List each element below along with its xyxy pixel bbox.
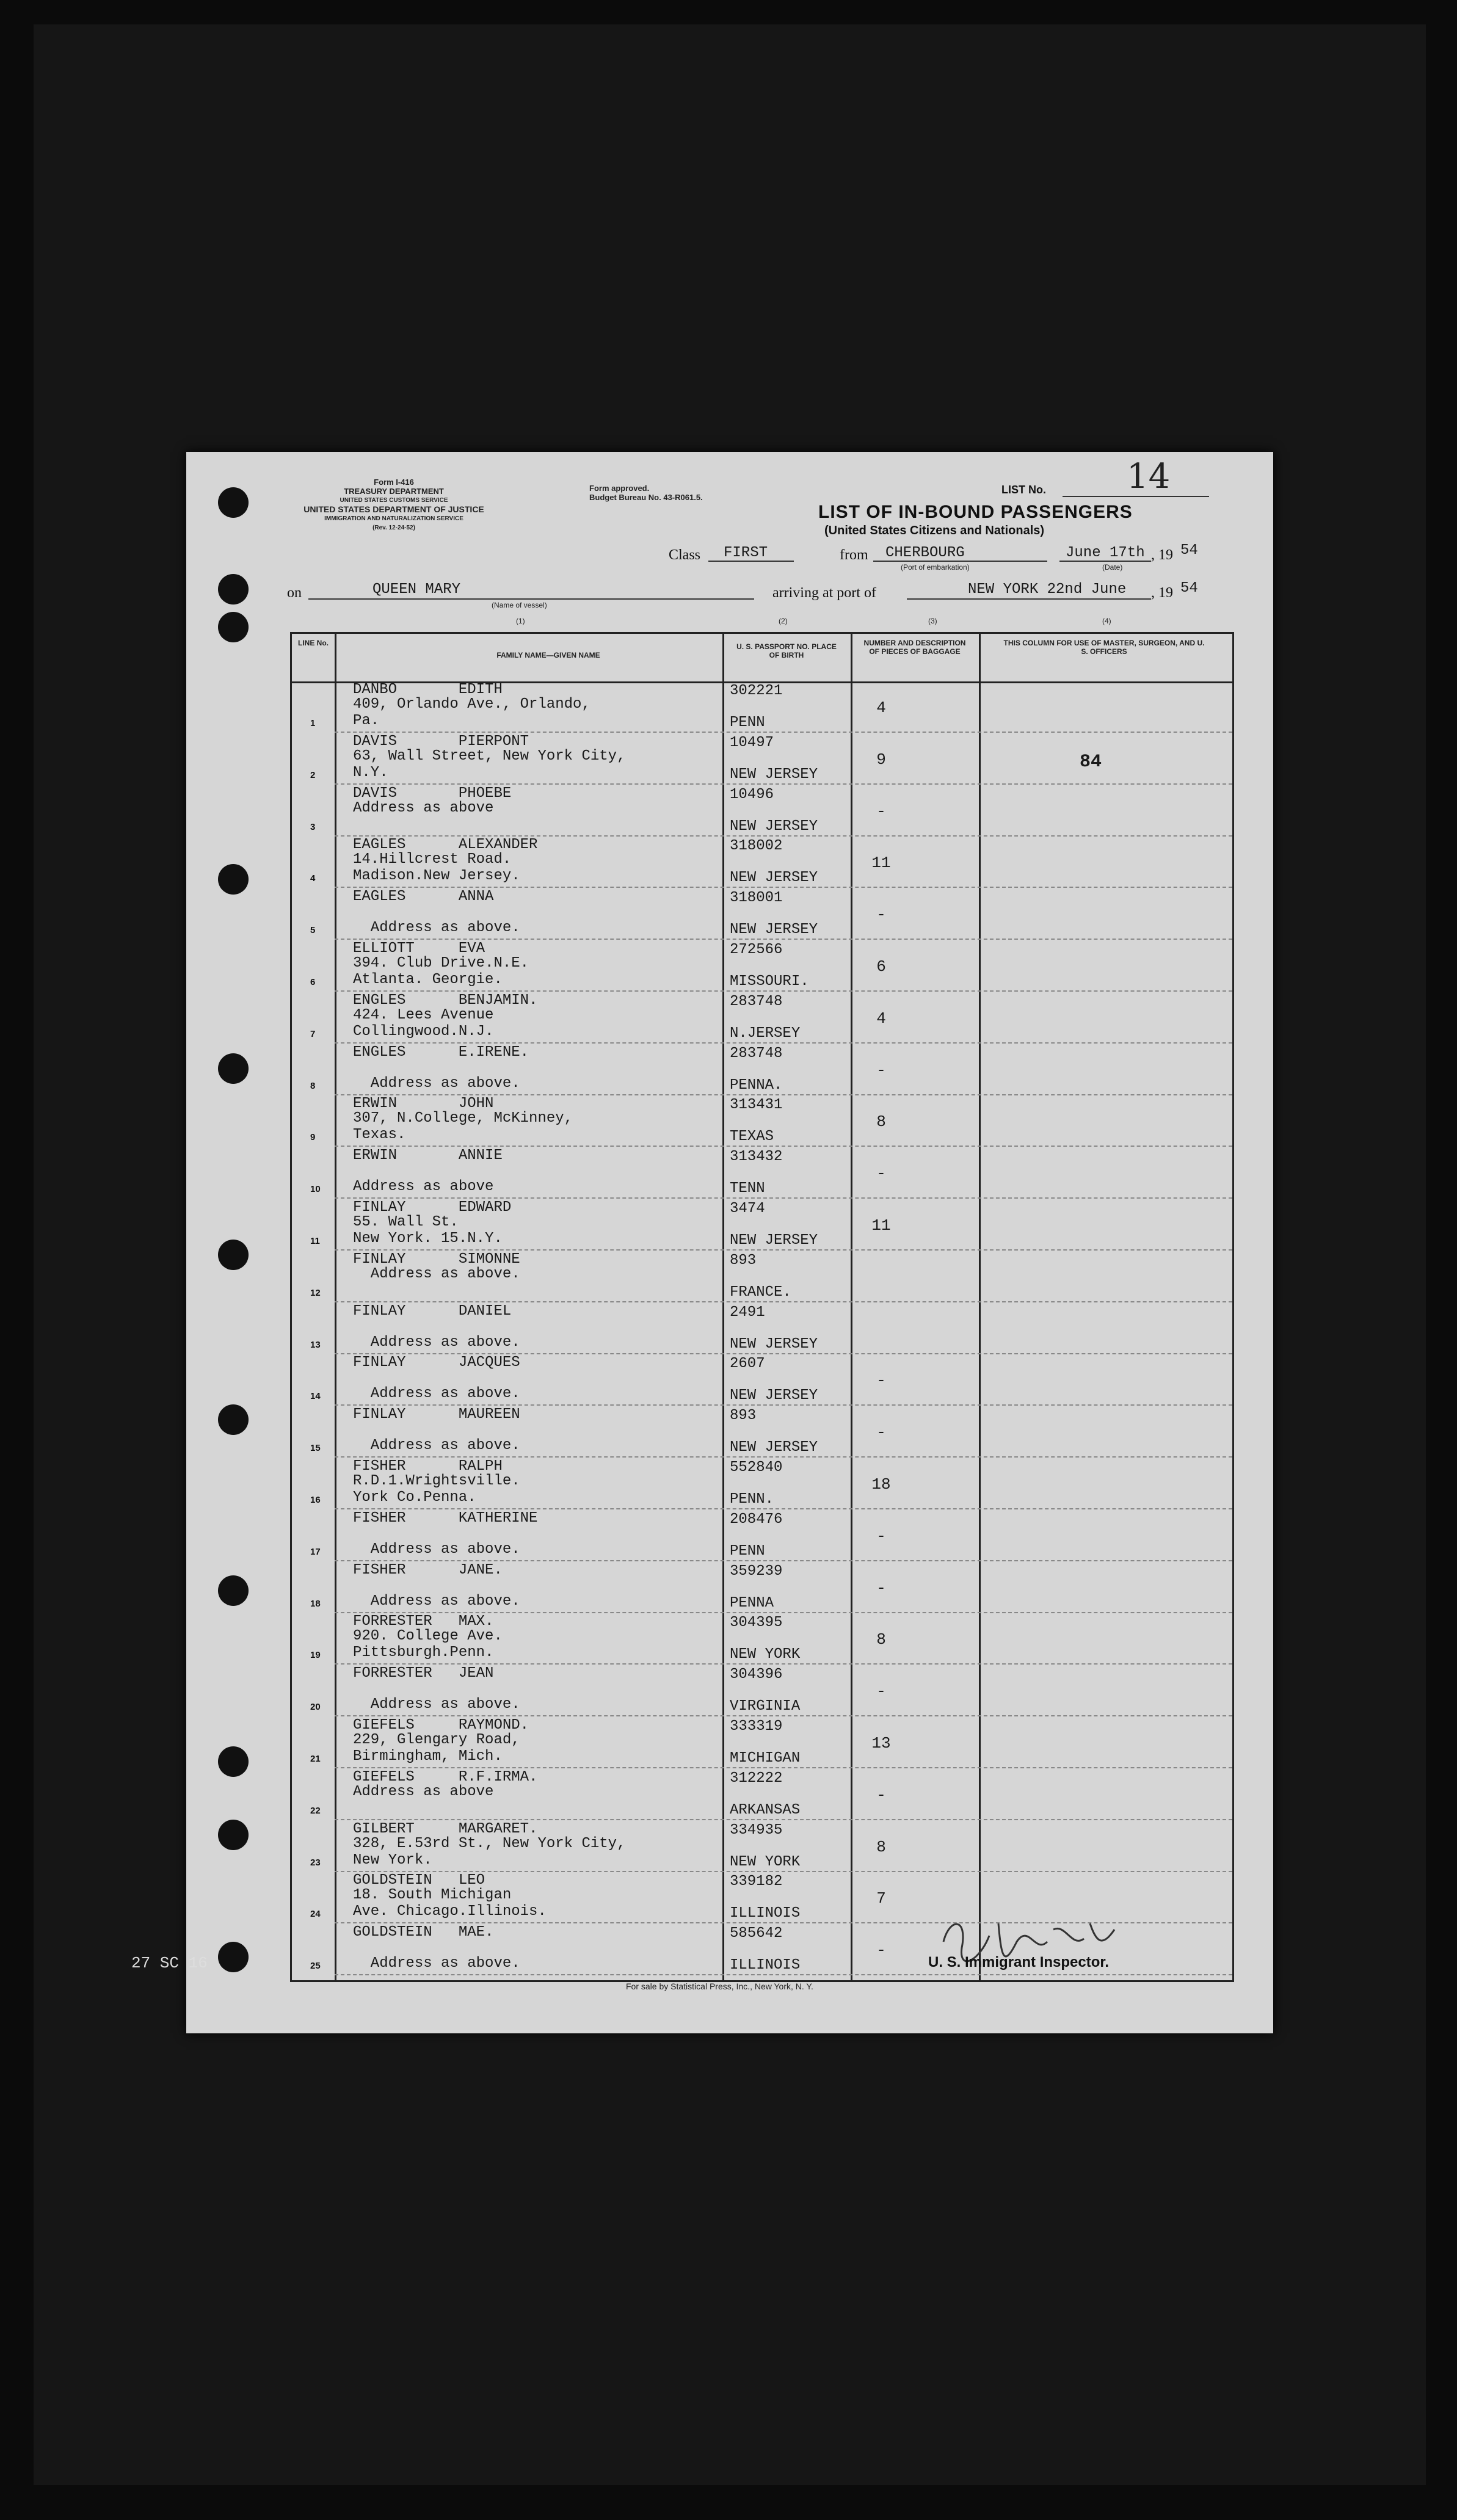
year-prefix: , 19	[1151, 547, 1173, 563]
manifest-subtitle: (United States Citizens and Nationals)	[824, 524, 1045, 537]
table-row	[292, 890, 1232, 940]
table-row	[292, 1459, 1232, 1509]
passenger-name: ENGLES BENJAMIN.	[353, 992, 538, 1009]
place-of-birth: N.JERSEY	[730, 1025, 801, 1042]
list-no-value: 14	[1127, 457, 1171, 496]
baggage-count: -	[876, 1164, 886, 1183]
baggage-count: 8	[876, 1837, 886, 1856]
row-line-number: 18	[310, 1598, 321, 1609]
punch-hole	[218, 1942, 249, 1972]
col-header-baggage: NUMBER AND DESCRIPTION OF PIECES OF BAGGAGE	[863, 639, 966, 656]
passenger-address: Address as above.	[353, 1265, 520, 1282]
row-divider	[335, 1871, 1232, 1872]
passenger-address: Address as above	[353, 1783, 494, 1800]
passport-number: 312222	[730, 1770, 783, 1787]
row-divider	[335, 990, 1232, 992]
place-of-birth: MICHIGAN	[730, 1750, 801, 1767]
ins-service: IMMIGRATION AND NATURALIZATION SERVICE	[324, 515, 463, 522]
place-of-birth: NEW JERSEY	[730, 818, 818, 835]
passenger-address: Address as above.	[370, 1385, 520, 1403]
inspector-label: U. S. Immigrant Inspector.	[928, 1954, 1110, 1970]
passport-number: 272566	[730, 942, 783, 958]
list-no-label: LIST No.	[1001, 484, 1046, 496]
row-divider	[335, 1767, 1232, 1768]
table-row	[292, 1511, 1232, 1561]
table-row	[292, 838, 1232, 888]
passenger-name: ERWIN ANNIE	[353, 1147, 503, 1164]
passenger-address: Address as above.	[370, 1696, 520, 1713]
justice-dept: UNITED STATES DEPARTMENT OF JUSTICE	[303, 504, 484, 514]
baggage-count: -	[876, 1578, 886, 1597]
baggage-count: -	[876, 1941, 886, 1960]
baggage-count: -	[876, 1061, 886, 1080]
baggage-count: -	[876, 1785, 886, 1804]
row-line-number: 8	[310, 1080, 316, 1091]
date-caption: (Date)	[1102, 563, 1123, 572]
col-num-3: (3)	[928, 617, 937, 625]
row-divider	[335, 1353, 1232, 1354]
passenger-name: ELLIOTT EVA	[353, 940, 485, 957]
arrival-year: 54	[1180, 580, 1198, 597]
punch-hole	[218, 864, 249, 895]
baggage-count: -	[876, 802, 886, 821]
table-row	[292, 993, 1232, 1044]
place-of-birth: NEW JERSEY	[730, 921, 818, 939]
row-divider	[335, 732, 1232, 733]
passport-number: 302221	[730, 683, 783, 699]
passenger-address: 394. Club Drive.N.E. Atlanta. Georgie.	[353, 955, 529, 988]
table-row	[292, 1614, 1232, 1665]
passport-number: 283748	[730, 1045, 783, 1062]
arriving-label: arriving at port of	[772, 585, 876, 601]
table-row	[292, 1770, 1232, 1820]
passenger-address: 920. College Ave. Pittsburgh.Penn.	[353, 1628, 503, 1661]
passenger-address: Address as above	[353, 1178, 494, 1196]
passport-number: 10497	[730, 734, 774, 751]
punch-hole	[218, 487, 249, 518]
place-of-birth: PENNA	[730, 1594, 774, 1611]
passport-number: 313431	[730, 1097, 783, 1114]
passenger-address: Address as above.	[370, 1955, 520, 1972]
passport-number: 552840	[730, 1459, 783, 1476]
row-line-number: 15	[310, 1443, 321, 1454]
passenger-address: 55. Wall St. New York. 15.N.Y.	[353, 1214, 503, 1247]
class-value: FIRST	[724, 545, 768, 561]
baggage-count: 13	[871, 1734, 891, 1752]
table-row	[292, 1045, 1232, 1095]
col-header-line-no: LINE No.	[298, 639, 329, 647]
passenger-address: 229, Glengary Road, Birmingham, Mich.	[353, 1732, 520, 1765]
row-divider	[335, 1663, 1232, 1665]
row-divider	[335, 939, 1232, 940]
row-divider	[335, 783, 1232, 785]
row-divider	[335, 1715, 1232, 1716]
row-line-number: 6	[310, 977, 316, 987]
baggage-count: 11	[871, 854, 891, 873]
inspector-signature	[931, 1905, 1127, 1984]
passenger-address: 18. South Michigan Ave. Chicago.Illinois.	[353, 1887, 547, 1920]
col-num-4: (4)	[1102, 617, 1111, 625]
place-of-birth: ILLINOIS	[730, 1905, 801, 1922]
passenger-address: 328, E.53rd St., New York City, New York.	[353, 1835, 626, 1868]
row-divider	[335, 1301, 1232, 1302]
table-row	[292, 735, 1232, 785]
class-label: Class	[669, 547, 701, 563]
col-header-name: FAMILY NAME—GIVEN NAME	[496, 651, 600, 659]
baggage-count: 11	[871, 1216, 891, 1235]
vessel-value: QUEEN MARY	[372, 581, 461, 598]
port-caption: (Port of embarkation)	[901, 563, 970, 572]
table-row	[292, 786, 1232, 837]
arrival-year-prefix: , 19	[1151, 585, 1173, 601]
place-of-birth: PENNA.	[730, 1077, 783, 1094]
passenger-name: FORRESTER MAX.	[353, 1613, 494, 1630]
passport-number: 318001	[730, 890, 783, 907]
row-line-number: 2	[310, 769, 316, 780]
punch-hole	[218, 1240, 249, 1270]
table-row	[292, 1252, 1232, 1302]
table-row	[292, 1407, 1232, 1458]
place-of-birth: NEW JERSEY	[730, 870, 818, 887]
place-of-birth: VIRGINIA	[730, 1698, 801, 1715]
table-row	[292, 1200, 1232, 1251]
passenger-address: Address as above.	[370, 920, 520, 937]
form-approved: Form approved.	[589, 484, 650, 493]
passenger-address: Address as above.	[370, 1334, 520, 1351]
row-line-number: 14	[310, 1391, 321, 1402]
place-of-birth: ILLINOIS	[730, 1957, 801, 1974]
date-value: June 17th	[1066, 545, 1145, 561]
passenger-name: FORRESTER JEAN	[353, 1665, 494, 1682]
passenger-address: Address as above.	[370, 1592, 520, 1610]
table-row	[292, 1097, 1232, 1147]
row-line-number: 10	[310, 1184, 321, 1195]
row-divider	[335, 1404, 1232, 1406]
passenger-address: Address as above.	[370, 1437, 520, 1454]
place-of-birth: TEXAS	[730, 1128, 774, 1146]
baggage-count: -	[876, 1527, 886, 1545]
passport-number: 10496	[730, 786, 774, 803]
row-line-number: 13	[310, 1339, 321, 1350]
passenger-address: 424. Lees Avenue Collingwood.N.J.	[353, 1006, 494, 1040]
punch-hole	[218, 1575, 249, 1606]
passenger-address: 307, N.College, McKinney, Texas.	[353, 1110, 573, 1144]
passenger-name: FISHER RALPH	[353, 1458, 503, 1475]
place-of-birth: NEW YORK	[730, 1646, 801, 1663]
punch-hole	[218, 1746, 249, 1777]
punch-hole	[218, 1404, 249, 1435]
place-of-birth: NEW JERSEY	[730, 1232, 818, 1249]
row-divider	[335, 1249, 1232, 1251]
baggage-count: -	[876, 906, 886, 924]
row-divider	[335, 1197, 1232, 1199]
row-divider	[335, 835, 1232, 837]
passenger-name: ERWIN JOHN	[353, 1095, 494, 1113]
place-of-birth: PENN	[730, 1542, 765, 1560]
place-of-birth: FRANCE.	[730, 1284, 791, 1301]
passport-number: 318002	[730, 838, 783, 855]
passenger-manifest-sheet	[186, 452, 1273, 2033]
passenger-address: 63, Wall Street, New York City, N.Y.	[353, 747, 626, 781]
passenger-name: FISHER JANE.	[353, 1561, 503, 1578]
passenger-name: EAGLES ALEXANDER	[353, 837, 538, 854]
baggage-count: -	[876, 1423, 886, 1442]
passenger-name: DAVIS PHOEBE	[353, 785, 512, 802]
table-row	[292, 1304, 1232, 1354]
form-number: Form I-416	[374, 477, 414, 487]
row-line-number: 9	[310, 1132, 316, 1143]
row-divider	[335, 1819, 1232, 1820]
row-line-number: 20	[310, 1702, 321, 1713]
punch-hole	[218, 1820, 249, 1850]
form-revision: (Rev. 12-24-52)	[372, 525, 415, 531]
row-line-number: 3	[310, 821, 316, 832]
row-line-number: 16	[310, 1495, 321, 1505]
passenger-address: Address as above.	[370, 1075, 520, 1092]
passenger-name: FINLAY MAUREEN	[353, 1406, 520, 1423]
baggage-count: 9	[876, 750, 886, 769]
passenger-address: Address as above	[353, 799, 494, 816]
place-of-birth: ARKANSAS	[730, 1801, 801, 1818]
passenger-name: FINLAY EDWARD	[353, 1199, 512, 1216]
passenger-name: FINLAY SIMONNE	[353, 1251, 520, 1268]
passenger-name: FINLAY DANIEL	[353, 1302, 512, 1320]
baggage-count: 8	[876, 1113, 886, 1131]
passenger-name: DAVIS PIERPONT	[353, 733, 529, 750]
table-row	[292, 1149, 1232, 1199]
table-row	[292, 1718, 1232, 1768]
row-line-number: 4	[310, 873, 316, 884]
passenger-name: DANBO EDITH	[353, 681, 503, 698]
form-agency-block	[284, 477, 504, 532]
manifest-title: LIST OF IN-BOUND PASSENGERS	[818, 502, 1133, 522]
row-divider	[335, 1146, 1232, 1147]
place-of-birth: PENN	[730, 714, 765, 731]
passenger-name: ENGLES E.IRENE.	[353, 1044, 529, 1061]
passport-number: 585642	[730, 1925, 783, 1942]
baggage-count: 8	[876, 1630, 886, 1649]
passenger-address: R.D.1.Wrightsville. York Co.Penna.	[353, 1473, 520, 1506]
baggage-count: -	[876, 1682, 886, 1701]
col-header-officers: THIS COLUMN FOR USE OF MASTER, SURGEON, AND U. S. OFFICERS	[1003, 639, 1205, 656]
punch-hole	[218, 574, 249, 605]
row-line-number: 5	[310, 925, 316, 936]
row-line-number: 19	[310, 1650, 321, 1661]
passport-number: 893	[730, 1407, 757, 1425]
row-divider	[335, 1560, 1232, 1561]
baggage-count: -	[876, 1371, 886, 1390]
row-divider	[335, 1456, 1232, 1458]
place-of-birth: MISSOURI.	[730, 973, 809, 990]
passport-number: 304396	[730, 1666, 783, 1683]
passport-number: 3474	[730, 1200, 765, 1217]
passenger-name: GOLDSTEIN LEO	[353, 1872, 485, 1889]
col-num-2: (2)	[779, 617, 788, 625]
baggage-count: 6	[876, 957, 886, 976]
row-divider	[335, 887, 1232, 888]
on-label: on	[287, 585, 302, 601]
passenger-address: Address as above.	[370, 1541, 520, 1558]
row-line-number: 17	[310, 1546, 321, 1557]
arrival-line	[907, 598, 1151, 600]
customs-service: UNITED STATES CUSTOMS SERVICE	[340, 497, 448, 504]
baggage-count: 18	[871, 1475, 891, 1494]
col-header-passport: U. S. PASSPORT NO. PLACE OF BIRTH	[736, 642, 837, 659]
table-row	[292, 1563, 1232, 1613]
place-of-birth: NEW JERSEY	[730, 1387, 818, 1404]
passenger-name: FISHER KATHERINE	[353, 1509, 538, 1527]
baggage-count: 7	[876, 1889, 886, 1908]
vessel-col-num: (1)	[516, 617, 525, 625]
row-line-number: 25	[310, 1961, 321, 1972]
passport-number: 333319	[730, 1718, 783, 1735]
passport-number: 208476	[730, 1511, 783, 1528]
row-divider	[335, 1042, 1232, 1044]
row-line-number: 1	[310, 718, 316, 728]
place-of-birth: PENN.	[730, 1491, 774, 1508]
manifest-table	[290, 632, 1234, 1982]
passenger-name: FINLAY JACQUES	[353, 1354, 520, 1371]
table-row	[292, 1666, 1232, 1716]
row-line-number: 21	[310, 1754, 321, 1764]
passport-number: 2607	[730, 1356, 765, 1373]
film-side-code: 27 SC 16	[131, 1954, 208, 1972]
row-divider	[335, 1094, 1232, 1095]
passport-number: 283748	[730, 993, 783, 1010]
baggage-count: 4	[876, 699, 886, 717]
budget-block	[589, 484, 703, 502]
row-line-number: 22	[310, 1805, 321, 1816]
arrival-value: NEW YORK 22nd June	[968, 581, 1127, 598]
table-row	[292, 683, 1232, 733]
place-of-birth: TENN	[730, 1180, 765, 1197]
passenger-name: GILBERT MARGARET.	[353, 1820, 538, 1837]
punch-hole	[218, 1053, 249, 1084]
place-of-birth: NEW YORK	[730, 1853, 801, 1870]
passport-number: 304395	[730, 1614, 783, 1632]
passenger-name: GIEFELS RAYMOND.	[353, 1717, 529, 1734]
from-label: from	[840, 547, 868, 563]
table-row	[292, 1822, 1232, 1872]
row-divider	[335, 1612, 1232, 1613]
vessel-line	[308, 598, 754, 600]
vessel-caption: (Name of vessel)	[492, 601, 547, 609]
row-line-number: 11	[310, 1236, 320, 1246]
punch-hole	[218, 612, 249, 642]
row-line-number: 23	[310, 1857, 321, 1868]
passenger-name: GIEFELS R.F.IRMA.	[353, 1768, 538, 1785]
year-value: 54	[1180, 542, 1198, 559]
passport-number: 339182	[730, 1873, 783, 1890]
officer-note: 84	[1080, 751, 1102, 772]
passenger-address: 14.Hillcrest Road. Madison.New Jersey.	[353, 851, 520, 885]
table-row	[292, 1356, 1232, 1406]
baggage-count: 4	[876, 1009, 886, 1028]
budget-bureau: Budget Bureau No. 43-R061.5.	[589, 493, 703, 502]
passenger-name: EAGLES ANNA	[353, 888, 494, 906]
passport-number: 313432	[730, 1149, 783, 1166]
port-value: CHERBOURG	[885, 545, 965, 561]
table-row	[292, 942, 1232, 992]
place-of-birth: NEW JERSEY	[730, 766, 818, 783]
treasury-dept: TREASURY DEPARTMENT	[344, 487, 444, 496]
passport-number: 359239	[730, 1563, 783, 1580]
row-line-number: 7	[310, 1028, 316, 1039]
row-line-number: 12	[310, 1287, 321, 1298]
row-divider	[335, 1508, 1232, 1509]
passport-number: 2491	[730, 1304, 765, 1321]
passport-number: 334935	[730, 1821, 783, 1839]
passport-number: 893	[730, 1252, 757, 1269]
row-line-number: 24	[310, 1909, 321, 1920]
passenger-name: GOLDSTEIN MAE.	[353, 1924, 494, 1941]
place-of-birth: NEW JERSEY	[730, 1439, 818, 1456]
place-of-birth: NEW JERSEY	[730, 1335, 818, 1353]
printer-note: For sale by Statistical Press, Inc., New York, N. Y.	[626, 1981, 813, 1991]
passenger-address: 409, Orlando Ave., Orlando, Pa.	[353, 696, 590, 729]
